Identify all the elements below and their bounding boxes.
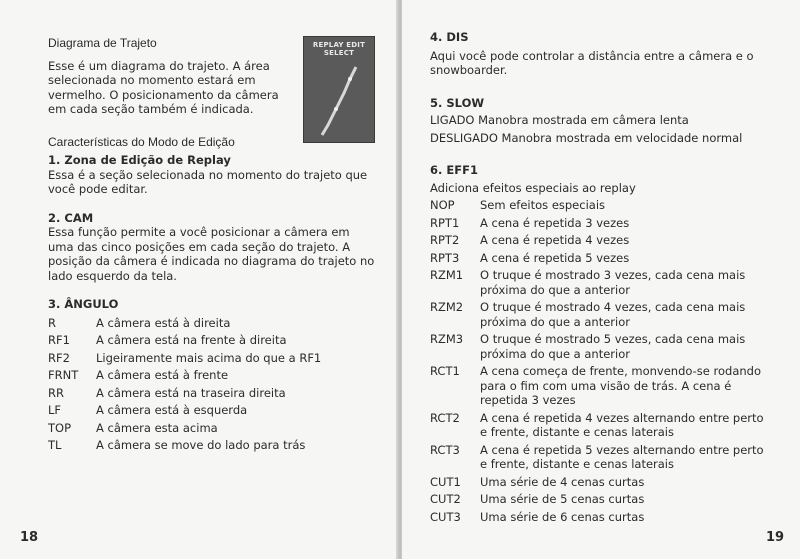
page-number-left: 18	[20, 530, 39, 545]
effect-code: RZM1	[430, 268, 464, 282]
section-3-heading: 3. ÂNGULO	[48, 297, 119, 311]
effect-desc: A cena é repetida 5 vezes alternando entre perto e frente, distante e cenas laterais	[480, 442, 764, 471]
section-6-heading: 6. EFF1	[430, 163, 478, 177]
effect-desc: Sem efeitos especiais	[480, 198, 606, 212]
table-row	[430, 268, 770, 300]
angle-code: RF1	[48, 333, 70, 347]
table-row	[430, 332, 770, 364]
effect-code: CUT3	[430, 509, 461, 524]
effect-desc: A cena começa de frente, monvendo-se rodando para o fim com uma visão de trás. A cena é repetida 3 vezes	[480, 364, 761, 407]
section-5-heading: 5. SLOW	[430, 95, 485, 110]
table-row	[48, 386, 321, 404]
effect-desc: O truque é mostrado 5 vezes, cada cena mais próxima do que a anterior	[480, 332, 746, 361]
table-row	[430, 443, 770, 475]
angle-desc: A câmera está à esquerda	[96, 403, 248, 417]
section-2-heading: 2. CAM	[48, 210, 94, 225]
effect-desc: A cena é repetida 4 vezes	[480, 233, 630, 247]
effect-desc: O truque é mostrado 3 vezes, cada cena mais próxima do que a anterior	[480, 268, 746, 297]
right-page-content	[430, 30, 770, 527]
left-page-content	[48, 36, 378, 456]
table-row	[48, 316, 321, 334]
angle-code: FRNT	[48, 368, 79, 382]
effect-code: RPT3	[430, 250, 460, 265]
section-2-text: Essa função permite a você posicionar a câmera em uma das cinco posições em cada seção do trajeto. A posição da câmera é indicada no diagrama do trajeto no lado esquerdo da tela.	[48, 225, 375, 283]
table-row	[48, 438, 321, 456]
left-page	[0, 0, 398, 559]
effect-code: RCT3	[430, 442, 460, 457]
angle-code: TOP	[48, 420, 72, 435]
slow-on-text: LIGADO Manobra mostrada em câmera lenta	[430, 113, 689, 127]
features-title: Características do Modo de Edição	[48, 134, 235, 149]
table-row	[48, 351, 321, 369]
table-row	[430, 198, 770, 216]
section-1-text: Essa é a seção selecionada no momento do trajeto que você pode editar.	[48, 167, 368, 196]
diagram-description: Esse é um diagrama do trajeto. A área selecionada no momento estará em vermelho. O posicionamento da câmera em cada seção também é indicada.	[48, 58, 279, 116]
effect-desc: A cena é repetida 4 vezes alternando entre perto e frente, distante e cenas laterais	[480, 410, 764, 439]
table-row	[48, 368, 321, 386]
section-1-heading: 1. Zona de Edição de Replay	[48, 153, 231, 167]
effect-desc: Uma série de 4 cenas curtas	[480, 474, 645, 489]
effects-table	[430, 198, 770, 527]
table-row	[48, 403, 321, 421]
angle-code: RR	[48, 385, 64, 400]
effect-code: RCT1	[430, 364, 460, 378]
angle-code: LF	[48, 403, 62, 417]
table-row	[430, 475, 770, 493]
effect-code: NOP	[430, 198, 455, 212]
angle-code: RF2	[48, 350, 70, 365]
angle-code: TL	[48, 438, 62, 452]
effect-desc: Uma série de 6 cenas curtas	[480, 509, 645, 524]
angle-desc: A câmera está à direita	[96, 315, 231, 330]
table-row	[430, 251, 770, 269]
effect-code: RZM2	[430, 300, 464, 314]
angle-desc: Ligeiramente mais acima do que a RF1	[96, 350, 322, 365]
table-row	[430, 492, 770, 510]
effect-code: CUT2	[430, 492, 461, 506]
effect-code: CUT1	[430, 474, 461, 489]
angle-desc: A câmera se move do lado para trás	[96, 438, 306, 452]
effect-code: RZM3	[430, 332, 464, 346]
effect-desc: A cena é repetida 5 vezes	[480, 250, 630, 265]
section-4-heading: 4. DIS	[430, 30, 469, 44]
section-6-intro: Adiciona efeitos especiais ao replay	[430, 180, 636, 195]
effect-desc: Uma série de 5 cenas curtas	[480, 492, 645, 506]
table-row	[48, 421, 321, 439]
table-row	[430, 216, 770, 234]
right-page	[402, 0, 800, 559]
diagram-thumbnail-label: REPLAY EDIT SELECT	[312, 41, 366, 57]
table-row	[430, 233, 770, 251]
table-row	[430, 300, 770, 332]
slow-off-text: DESLIGADO Manobra mostrada em velocidade normal	[430, 130, 743, 145]
angle-desc: A câmera está na traseira direita	[96, 385, 286, 400]
effect-code: RCT2	[430, 410, 460, 425]
page-number-right: 19	[766, 530, 785, 545]
angle-desc: A câmera esta acima	[96, 420, 218, 435]
section-4-text: Aqui você pode controlar a distância entre a câmera e o snowboarder.	[430, 48, 754, 77]
table-row	[430, 510, 770, 528]
angle-code: R	[48, 315, 56, 330]
angle-desc: A câmera está à frente	[96, 368, 229, 382]
effect-code: RPT1	[430, 215, 460, 230]
angle-table	[48, 316, 321, 456]
diagram-title: Diagrama de Trajeto	[48, 36, 157, 50]
effect-desc: O truque é mostrado 4 vezes, cada cena mais próxima do que a anterior	[480, 300, 746, 329]
effect-desc: A cena é repetida 3 vezes	[480, 215, 630, 230]
course-diagram-screenshot	[303, 36, 375, 143]
table-row	[430, 411, 770, 443]
angle-desc: A câmera está na frente à direita	[96, 333, 287, 347]
table-row	[48, 333, 321, 351]
effect-code: RPT2	[430, 233, 460, 247]
table-row	[430, 364, 770, 411]
